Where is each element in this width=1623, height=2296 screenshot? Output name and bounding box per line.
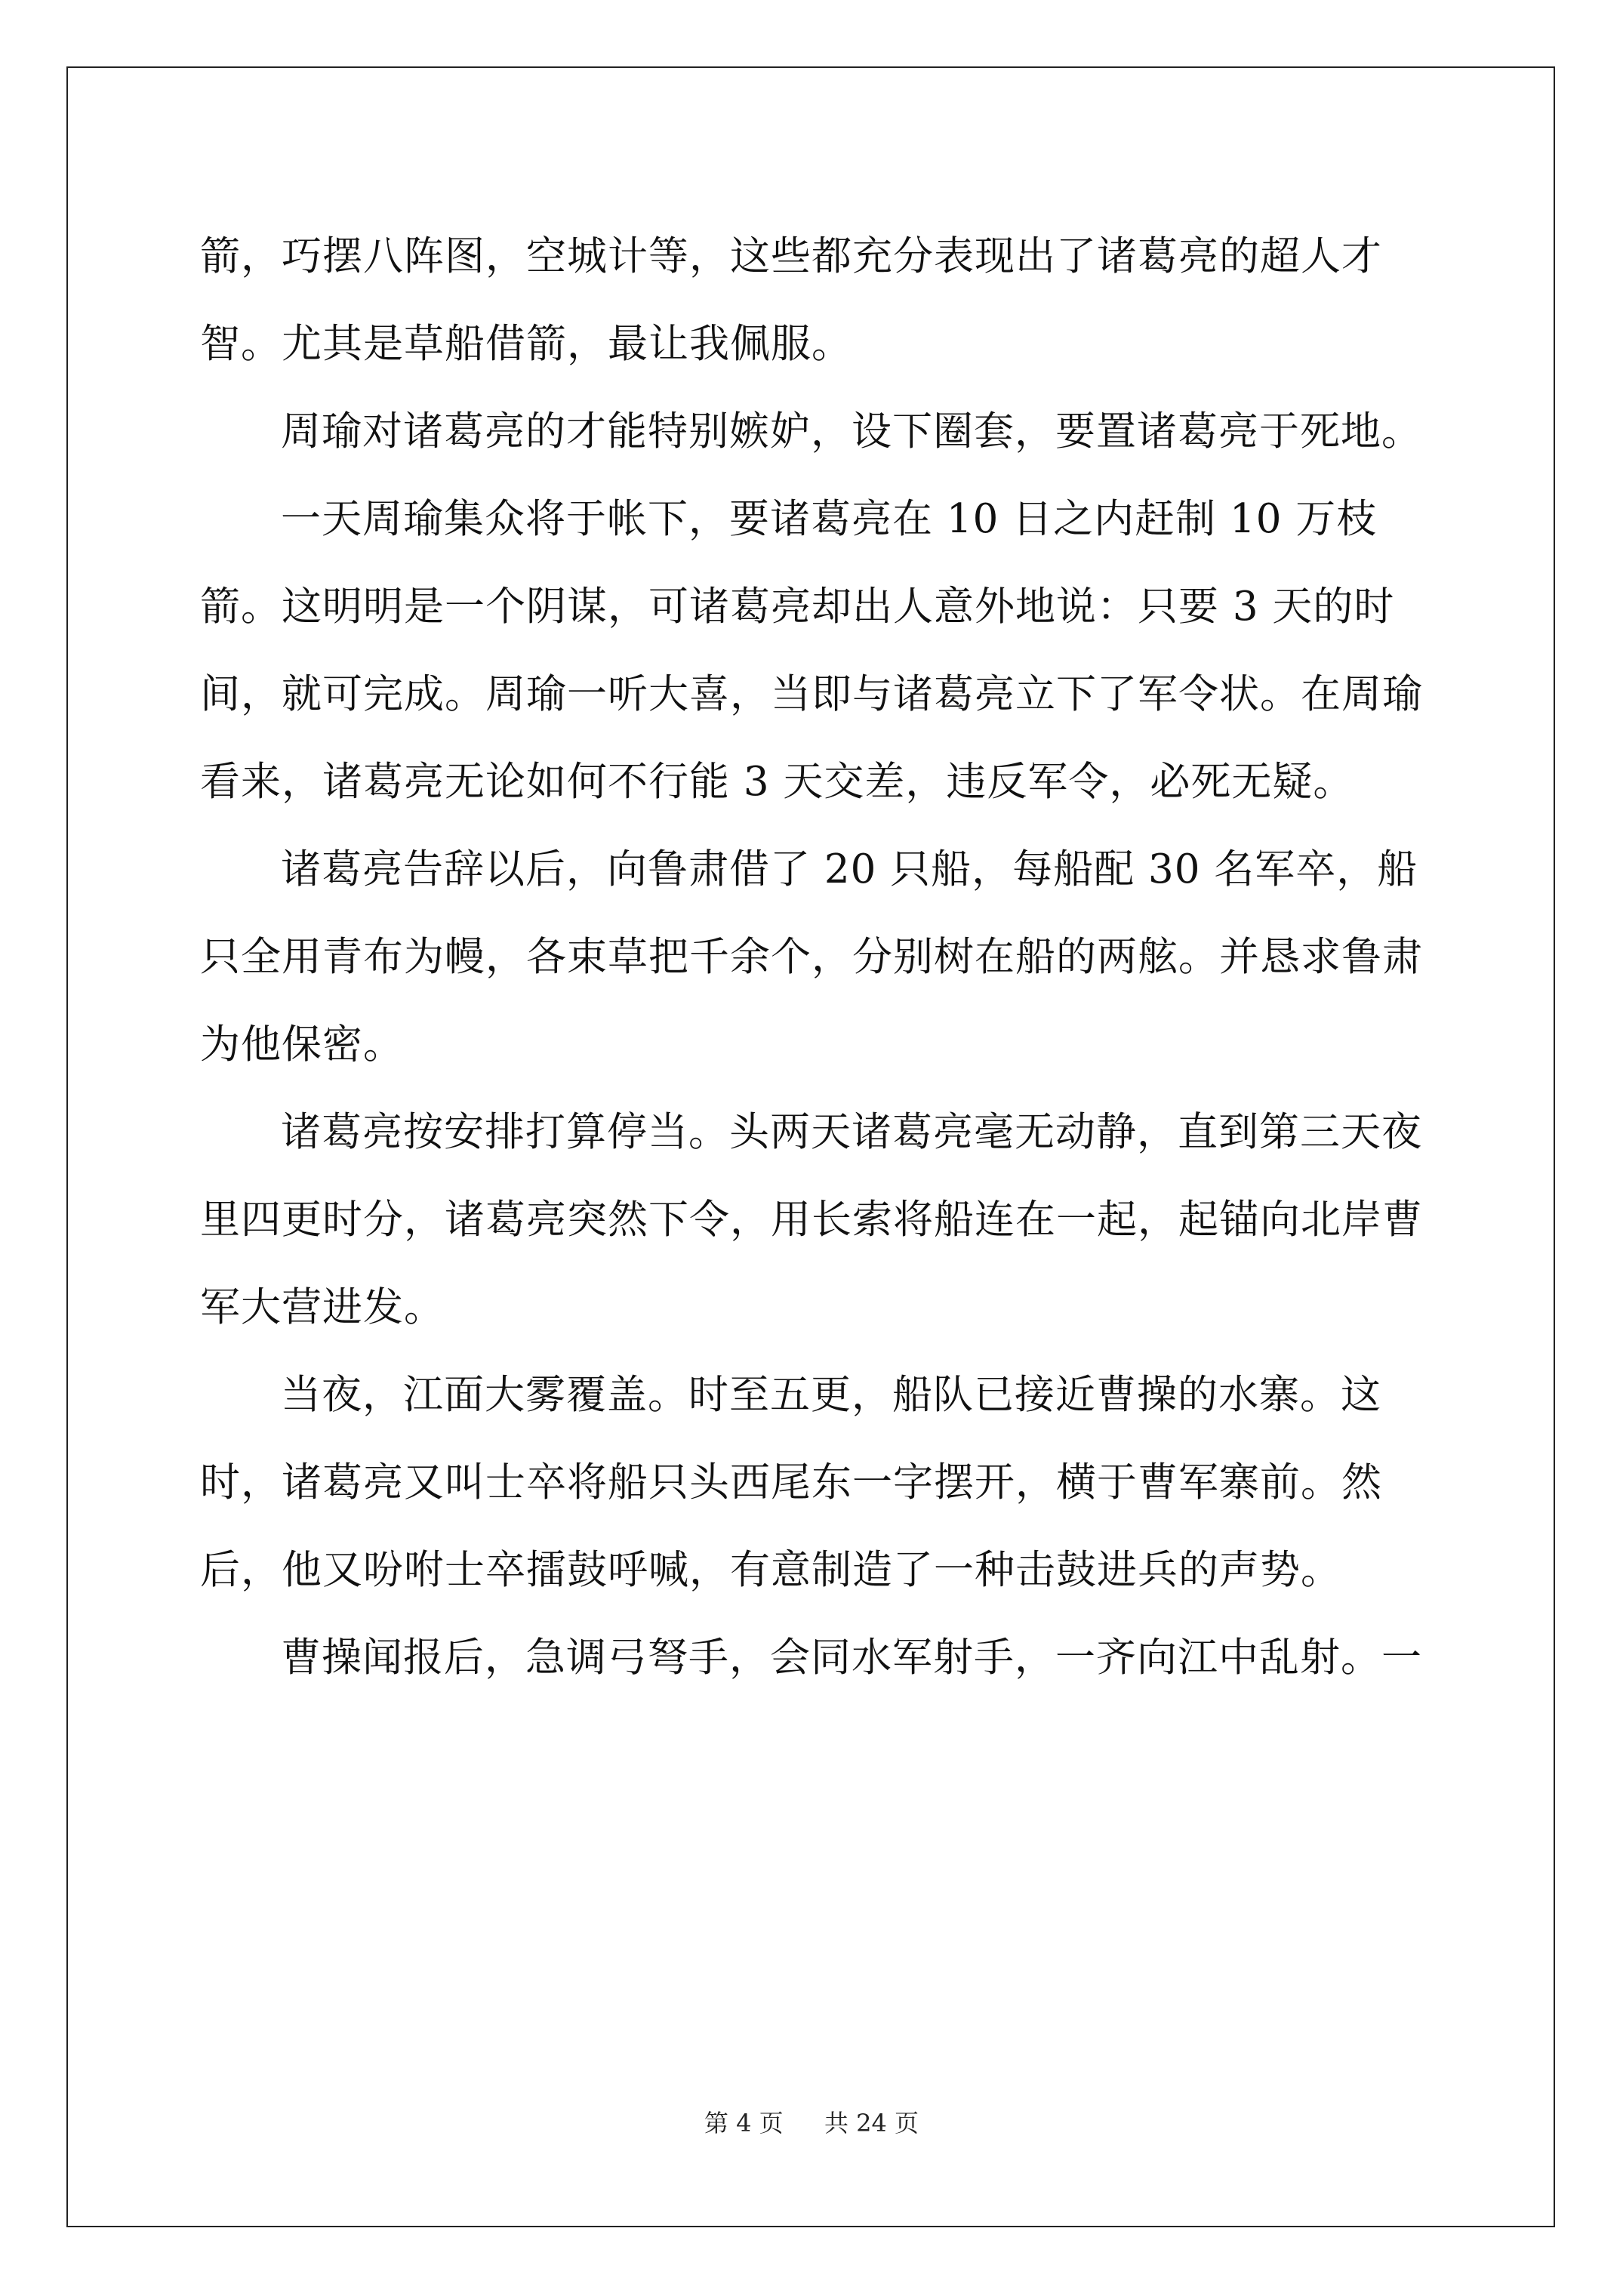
document-body [200, 213, 1438, 1702]
paragraph-6: 当夜，江面大雾覆盖。时至五更，船队已接近曹操的水寨。这时，诸葛亮又叫士卒将船只头西尾东一字摆开，横于曹军寨前。然后，他又吩咐士卒擂鼓呼喊，有意制造了一种击鼓进兵的声势。 [200, 1372, 1382, 1593]
paragraph-3: 一天周瑜集众将于帐下，要诸葛亮在 10 日之内赶制 10 万枝箭。这明明是一个阴谋，可诸葛亮却出人意外地说：只要 3 天的时间，就可完成。周瑜一听大喜，当即与诸葛亮立下了军令状。在周瑜看来，诸葛亮无论如何不行能 3 天交差，违反军令，必死无疑。 [200, 496, 1423, 805]
paragraph-4: 诸葛亮告辞以后，向鲁肃借了 20 只船，每船配 30 名军卒，船只全用青布为幔，各束草把千余个，分别树在船的两舷。并恳求鲁肃为他保密。 [200, 846, 1423, 1068]
paragraph-2: 周瑜对诸葛亮的才能特别嫉妒，设下圈套，要置诸葛亮于死地。 [281, 408, 1422, 455]
paragraph-7: 曹操闻报后，急调弓弩手，会同水军射手，一齐向江中乱射。一 [281, 1635, 1422, 1681]
paragraph-5: 诸葛亮按安排打算停当。头两天诸葛亮毫无动静，直到第三天夜里四更时分，诸葛亮突然下令，用长索将船连在一起，起锚向北岸曹军大营进发。 [200, 1109, 1423, 1330]
paragraph-1: 箭，巧摆八阵图，空城计等，这些都充分表现出了诸葛亮的超人才智。尤其是草船借箭，最让我佩服。 [200, 233, 1382, 367]
page-number-total: 共 24 页 [824, 2109, 919, 2137]
page-number-current: 第 4 页 [704, 2109, 784, 2137]
page-footer [0, 2108, 1623, 2138]
